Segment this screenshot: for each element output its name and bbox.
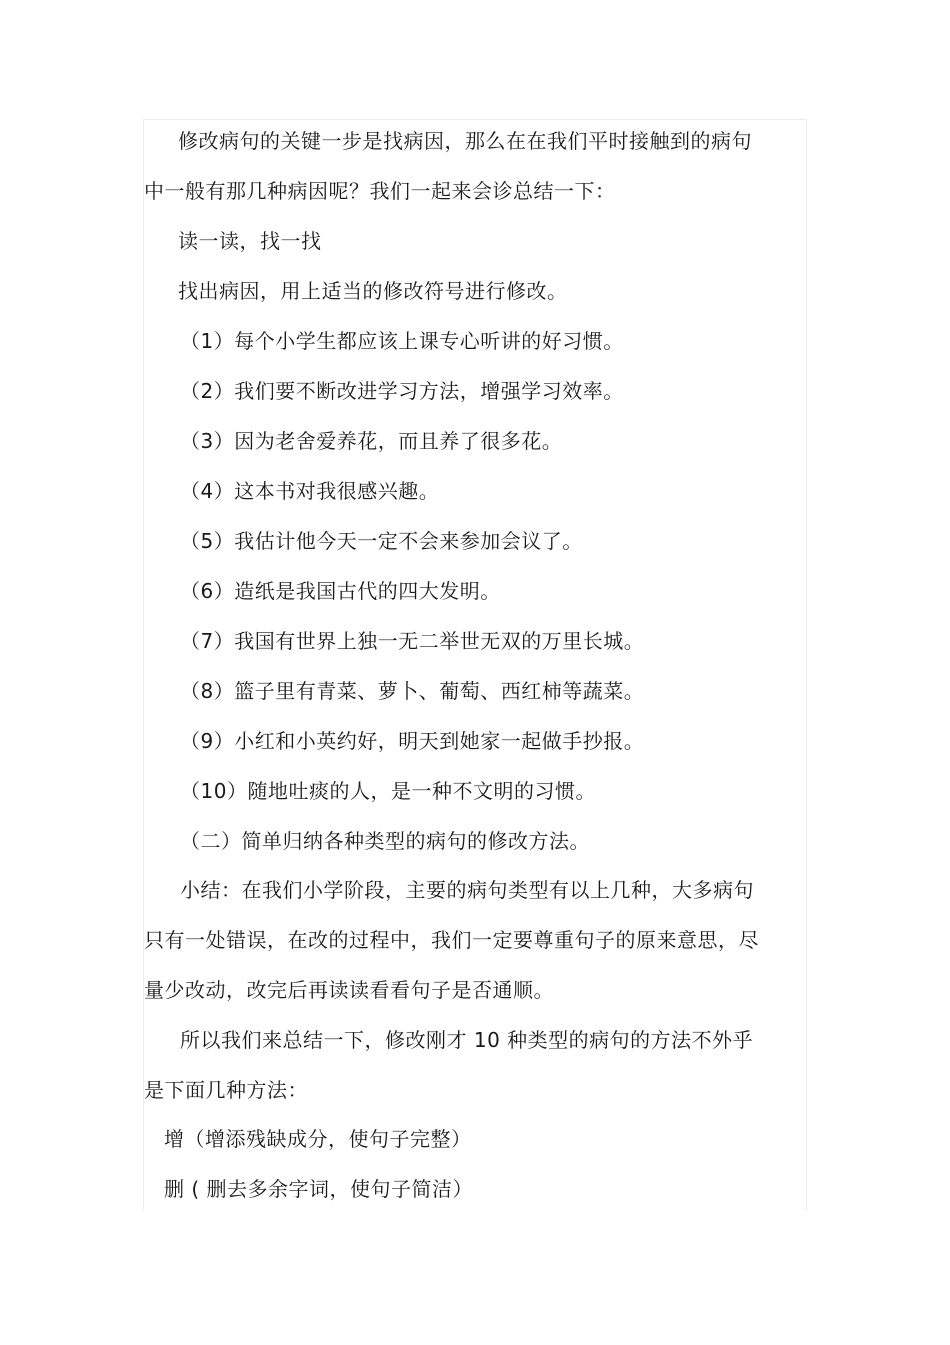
sentence-item-9: （9）小红和小英约好，明天到她家一起做手抄报。 [180, 729, 645, 753]
sentence-item-6: （6）造纸是我国古代的四大发明。 [180, 579, 501, 603]
section-heading: 读一读，找一找 [178, 229, 322, 253]
page-frame-left [143, 119, 144, 1211]
sentence-item-7: （7）我国有世界上独一无二举世无双的万里长城。 [180, 629, 645, 653]
conclusion-line-2: 是下面几种方法： [144, 1078, 308, 1102]
method-delete: 删 ( 删去多余字词，使句子简洁） [164, 1177, 474, 1201]
method-add: 增（增添残缺成分，使句子完整） [164, 1127, 472, 1151]
page-frame-right [806, 119, 807, 1211]
sentence-item-4: （4）这本书对我很感兴趣。 [180, 479, 440, 503]
sentence-item-10: （10）随地吐痰的人，是一种不文明的习惯。 [180, 779, 596, 803]
sentence-item-2: （2）我们要不断改进学习方法，增强学习效率。 [180, 379, 624, 403]
paragraph-line-2: 中一般有那几种病因呢？我们一起来会诊总结一下： [144, 179, 616, 203]
summary-line-3: 量少改动，改完后再读读看看句子是否通顺。 [144, 978, 554, 1002]
sentence-item-8: （8）篮子里有青菜、萝卜、葡萄、西红柿等蔬菜。 [180, 679, 645, 703]
summary-line-2: 只有一处错误，在改的过程中，我们一定要尊重句子的原来意思，尽 [144, 928, 759, 952]
instruction-line: 找出病因，用上适当的修改符号进行修改。 [178, 279, 568, 303]
subsection-heading: （二）简单归纳各种类型的病句的修改方法。 [180, 829, 590, 853]
sentence-item-3: （3）因为老舍爱养花，而且养了很多花。 [180, 429, 563, 453]
sentence-item-5: （5）我估计他今天一定不会来参加会议了。 [180, 529, 583, 553]
sentence-item-1: （1）每个小学生都应该上课专心听讲的好习惯。 [180, 329, 624, 353]
summary-line-1: 小结：在我们小学阶段，主要的病句类型有以上几种，大多病句 [180, 878, 754, 902]
page-frame-top [143, 119, 807, 120]
conclusion-line-1: 所以我们来总结一下，修改刚才 10 种类型的病句的方法不外乎 [180, 1028, 754, 1052]
paragraph-line-1: 修改病句的关键一步是找病因，那么在在我们平时接触到的病句 [178, 129, 752, 153]
